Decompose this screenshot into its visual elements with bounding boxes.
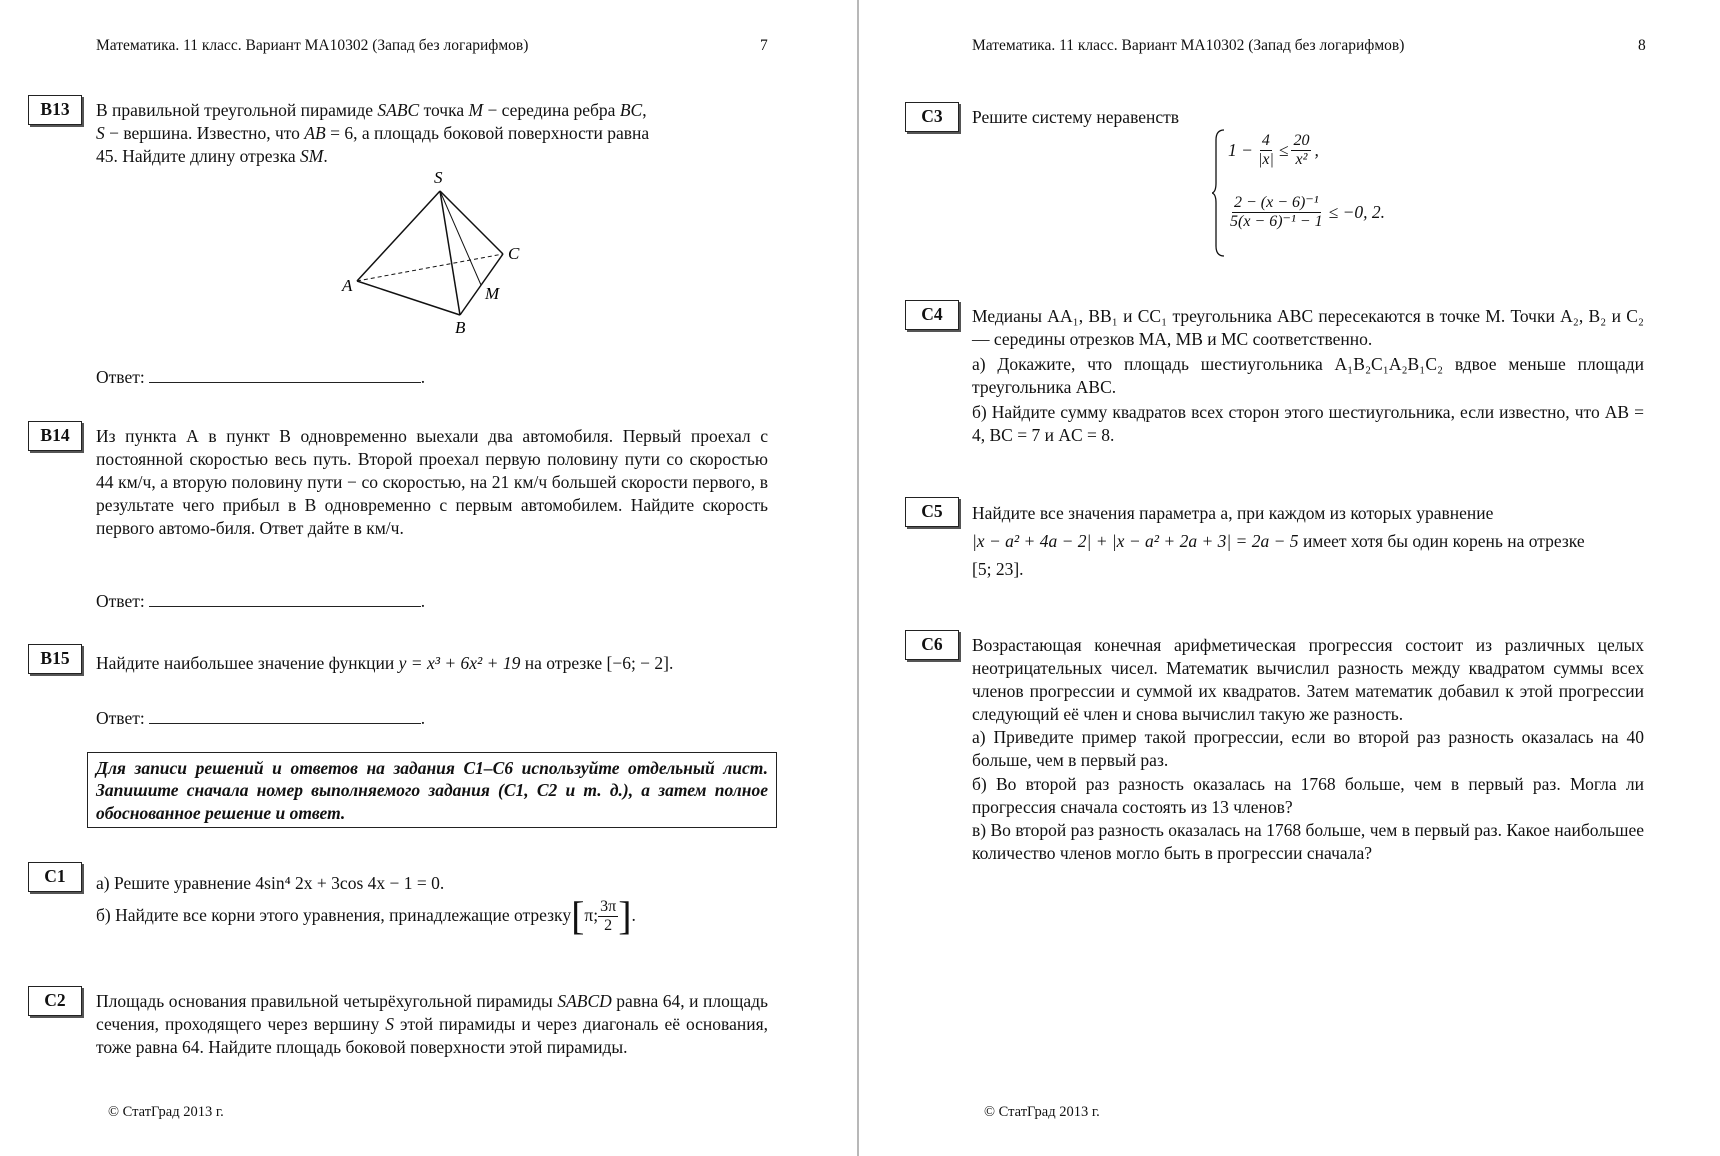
page-left — [0, 0, 858, 1156]
page-header: Математика. 11 класс. Вариант МА10302 (Запад без логарифмов) — [96, 37, 529, 54]
answer-line[interactable] — [149, 593, 421, 607]
task-label-c2: C2 — [28, 986, 82, 1016]
fig-label-a: A — [342, 276, 353, 295]
c6-paragraph-3: б) Во второй раз разность оказалась на 1768 больше, чем в первый раз. Могла ли прогрессия сначала состоять из 13 членов? — [972, 773, 1644, 817]
c6-paragraph-1: Возрастающая конечная арифметическая прогрессия состоит из различных целых неотрицательных чисел. Математик вычислил разность между квадратом суммы всех членов прогрессии и суммой их квадратов. Затем математик добавил к этой прогрессии следующий её член и снова вычислил такую же разность. — [972, 635, 1644, 725]
task-b14-text: Из пункта А в пункт В одновременно выехали два автомобиля. Первый проехал с постоянной скоростью весь путь. Второй проехал первую половину пути со скоростью 44 км/ч, а вторую половину пути − со скоростью, на 21 км/ч большей скорости первого, в результате чего прибыл в В одновременно с первым автомобилем. Найдите скорость первого автомо-биля. Ответ дайте в км/ч. — [96, 426, 768, 539]
task-label-b13: B13 — [28, 95, 82, 125]
fig-label-b: B — [455, 318, 466, 337]
task-c2-text: Площадь основания правильной четырёхугольной пирамиды SABCD равна 64, и площадь сечения, проходящего через вершину S этой пирамиды и через диагональ её основания, тоже равна 64. Найдите площадь боковой поверхности этой пирамиды. — [96, 991, 768, 1058]
inequality-system — [1212, 128, 1432, 258]
pyramid-figure — [330, 165, 530, 340]
task-c1-part-b: б) Найдите все корни этого уравнения, принадлежащие отрезку [ π; $\frac{3\pi}{2}$ ] . — [96, 893, 636, 938]
task-label-c5: C5 — [905, 497, 959, 527]
answer-b15: Ответ: . — [96, 708, 426, 728]
task-c5-text: Найдите все значения параметра a, при каждом из которых уравнение |x − a² + 4a − 2| + |x − a² + 2a + 3| = 2a − 5 имеет хотя бы один корень на отрезке [5; 23]. — [972, 503, 1585, 580]
task-c4-text — [972, 305, 1644, 448]
c6-paragraph-2: а) Приведите пример такой прогрессии, если во второй раз разность оказалась на 40 больше, чем в первый раз. — [972, 727, 1644, 771]
answer-b14: Ответ: . — [96, 591, 426, 611]
answer-line[interactable] — [149, 369, 421, 383]
task-label-c3: C3 — [905, 102, 959, 132]
task-c1-part-a: а) Решите уравнение 4sin⁴ 2x + 3cos 4x − 1 = 0. — [96, 873, 445, 893]
task-b13-text: В правильной треугольной пирамиде SABC точка M − середина ребра BC, S − вершина. Известно, что AB = 6, а площадь боковой поверхности равна 45. Найдите длину отрезка SM. — [96, 100, 650, 167]
page-footer: © СтатГрад 2013 г. — [108, 1104, 224, 1120]
task-label-c4: C4 — [905, 300, 959, 330]
page-number: 7 — [760, 37, 768, 54]
fig-label-s: S — [434, 168, 443, 187]
task-label-c1: C1 — [28, 862, 82, 892]
task-label-b15: B15 — [28, 644, 82, 674]
page-footer: © СтатГрад 2013 г. — [984, 1104, 1100, 1120]
task-label-b14: B14 — [28, 421, 82, 451]
fig-label-c: C — [508, 244, 520, 263]
c4-paragraph-2: а) Докажите, что площадь шестиугольника A₁B₂C₁A₂B₁C₂ вдвое меньше площади треугольника ABC. — [972, 354, 1644, 398]
task-c6-text — [972, 634, 1644, 865]
page-header: Математика. 11 класс. Вариант МА10302 (Запад без логарифмов) — [972, 37, 1405, 54]
c6-paragraph-4: в) Во второй раз разность оказалась на 1768 больше, чем в первый раз. Какое наибольшее количество членов могло быть в прогрессии сначала? — [972, 819, 1644, 863]
inequality-1: 1 − $\frac{4}{|x|}$ ≤ $\frac{20}{\text{x²}}$ , — [1228, 132, 1319, 168]
fig-label-m: M — [485, 284, 500, 303]
c4-paragraph-1: Медианы AA₁, BB₁ и CC₁ треугольника ABC пересекаются в точке M. Точки A₂, B₂ и C₂ — середины отрезков MA, MB и MC соответственно. — [972, 306, 1644, 350]
edge-sc — [440, 191, 503, 254]
answer-b13: Ответ: . — [96, 367, 426, 387]
answer-line[interactable] — [149, 710, 421, 724]
edge-ab — [357, 281, 460, 315]
inequality-2: $\frac{\text{2 − (x − 6)⁻¹}}{\text{5(x − 6)⁻¹ − 1}}$ ≤ −0, 2. — [1230, 194, 1386, 230]
page-number: 8 — [1638, 37, 1646, 54]
page-right — [860, 0, 1720, 1156]
task-b15-text: Найдите наибольшее значение функции y = x³ + 6x² + 19 на отрезке [−6; − 2]. — [96, 653, 674, 673]
c4-paragraph-3: б) Найдите сумму квадратов всех сторон этого шестиугольника, если известно, что AB = 4, BC = 7 и AC = 8. — [972, 402, 1644, 446]
edge-sb — [440, 191, 460, 315]
segment-sm — [440, 191, 481, 285]
system-brace — [1212, 128, 1226, 258]
instructions-box: Для записи решений и ответов на задания С1–С6 используйте отдельный лист. Запишите сначала номер выполняемого задания (С1, С2 и т. д.), а затем полное обоснованное решение и ответ. — [87, 752, 777, 828]
task-label-c6: C6 — [905, 630, 959, 660]
task-c3-text: Решите систему неравенств — [972, 107, 1180, 127]
